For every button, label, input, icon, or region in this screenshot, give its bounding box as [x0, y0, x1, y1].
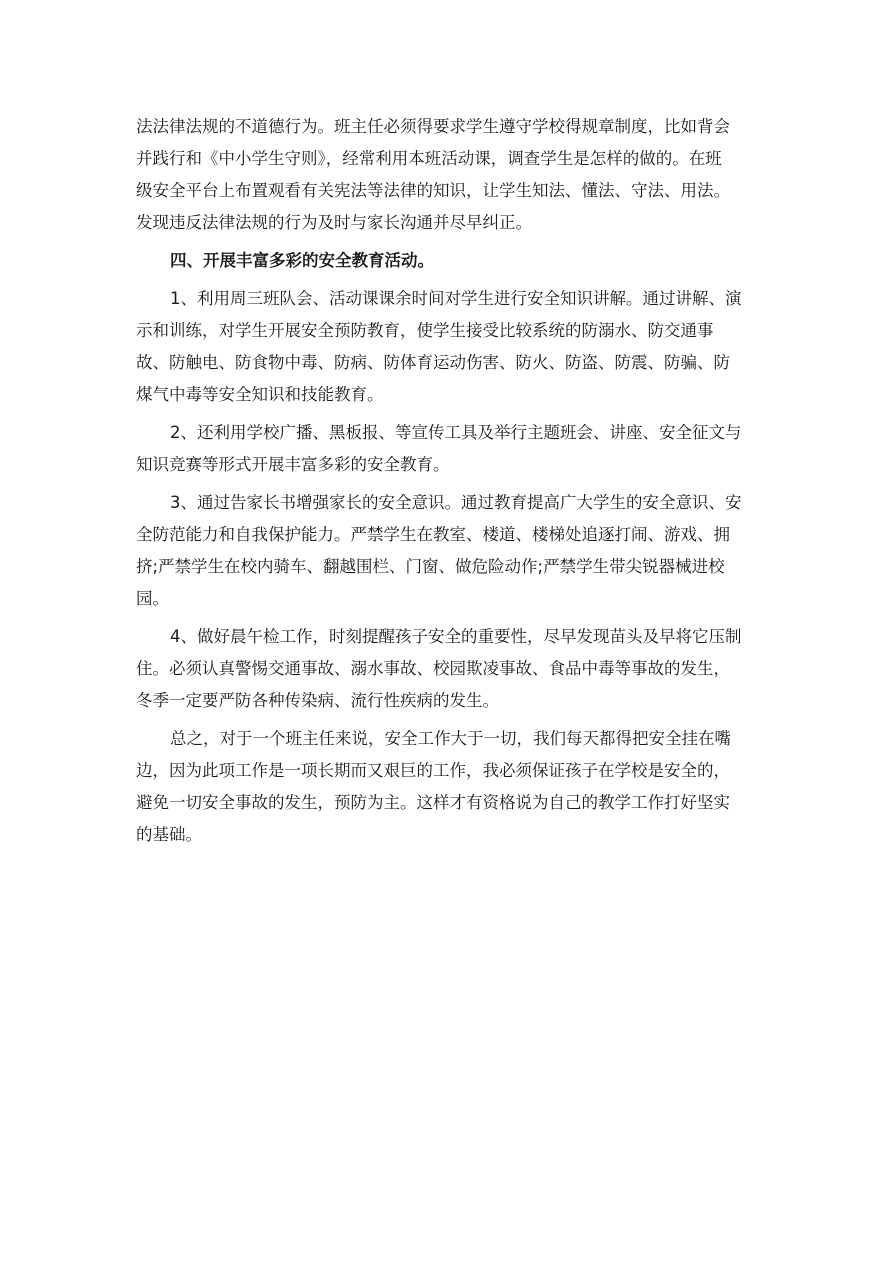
text-line: 煤气中毒等安全知识和技能教育。: [136, 385, 384, 404]
text-line: 发现违反法律法规的行为及时与家长沟通并尽早纠正。: [136, 213, 532, 232]
text-line: 边，因为此项工作是一项长期而又艰巨的工作，我必须保证孩子在学校是安全的，: [136, 761, 730, 780]
text-line: 并践行和《中小学生守则》，经常利用本班活动课，调查学生是怎样的做的。在班: [136, 149, 722, 168]
text-line: 3、通过告家长书增强家长的安全意识。通过教育提高广大学生的安全意识、安: [170, 493, 742, 512]
text-line: 避免一切安全事故的发生，预防为主。这样才有资格说为自己的教学工作打好坚实: [136, 793, 730, 812]
text-line: 示和训练，对学生开展安全预防教育，使学生接受比较系统的防溺水、防交通事: [136, 321, 714, 340]
list-item-4: [136, 621, 766, 717]
text-line: 全防范能力和自我保护能力。严禁学生在教室、楼道、楼梯处追逐打闹、游戏、拥: [136, 525, 730, 544]
text-line: 法法律法规的不道德行为。班主任必须得要求学生遵守学校得规章制度，比如背会: [136, 117, 730, 136]
text-line: 故、防触电、防食物中毒、防病、防体育运动伤害、防火、防盗、防震、防骗、防: [136, 353, 730, 372]
text-line: 4、做好晨午检工作，时刻提醒孩子安全的重要性，尽早发现苗头及早将它压制: [170, 627, 742, 646]
text-line: 1、利用周三班队会、活动课课余时间对学生进行安全知识讲解。通过讲解、演: [170, 289, 742, 308]
list-item-3: [136, 487, 766, 615]
document-body: [136, 111, 766, 851]
text-line: 总之，对于一个班主任来说，安全工作大于一切，我们每天都得把安全挂在嘴: [170, 729, 731, 748]
list-item-2: [136, 417, 766, 481]
section-heading-block: [136, 245, 766, 277]
text-line: 2、还利用学校广播、黑板报、等宣传工具及举行主题班会、讲座、安全征文与: [170, 423, 742, 442]
list-item-1: [136, 283, 766, 411]
text-line: 的基础。: [136, 825, 202, 844]
text-line: 级安全平台上布置观看有关宪法等法律的知识，让学生知法、懂法、守法、用法。: [136, 181, 730, 200]
text-line: 园。: [136, 589, 169, 608]
section-heading: 四、开展丰富多彩的安全教育活动。: [170, 251, 434, 270]
paragraph-continuation: [136, 111, 766, 239]
text-line: 住。必须认真警惕交通事故、溺水事故、校园欺凌事故、食品中毒等事故的发生，: [136, 659, 730, 678]
text-line: 挤;严禁学生在校内骑车、翻越围栏、门窗、做危险动作;严禁学生带尖锐器械进校: [136, 557, 725, 576]
text-line: 知识竞赛等形式开展丰富多彩的安全教育。: [136, 455, 450, 474]
text-line: 冬季一定要严防各种传染病、流行性疾病的发生。: [136, 691, 499, 710]
summary-paragraph: [136, 723, 766, 851]
